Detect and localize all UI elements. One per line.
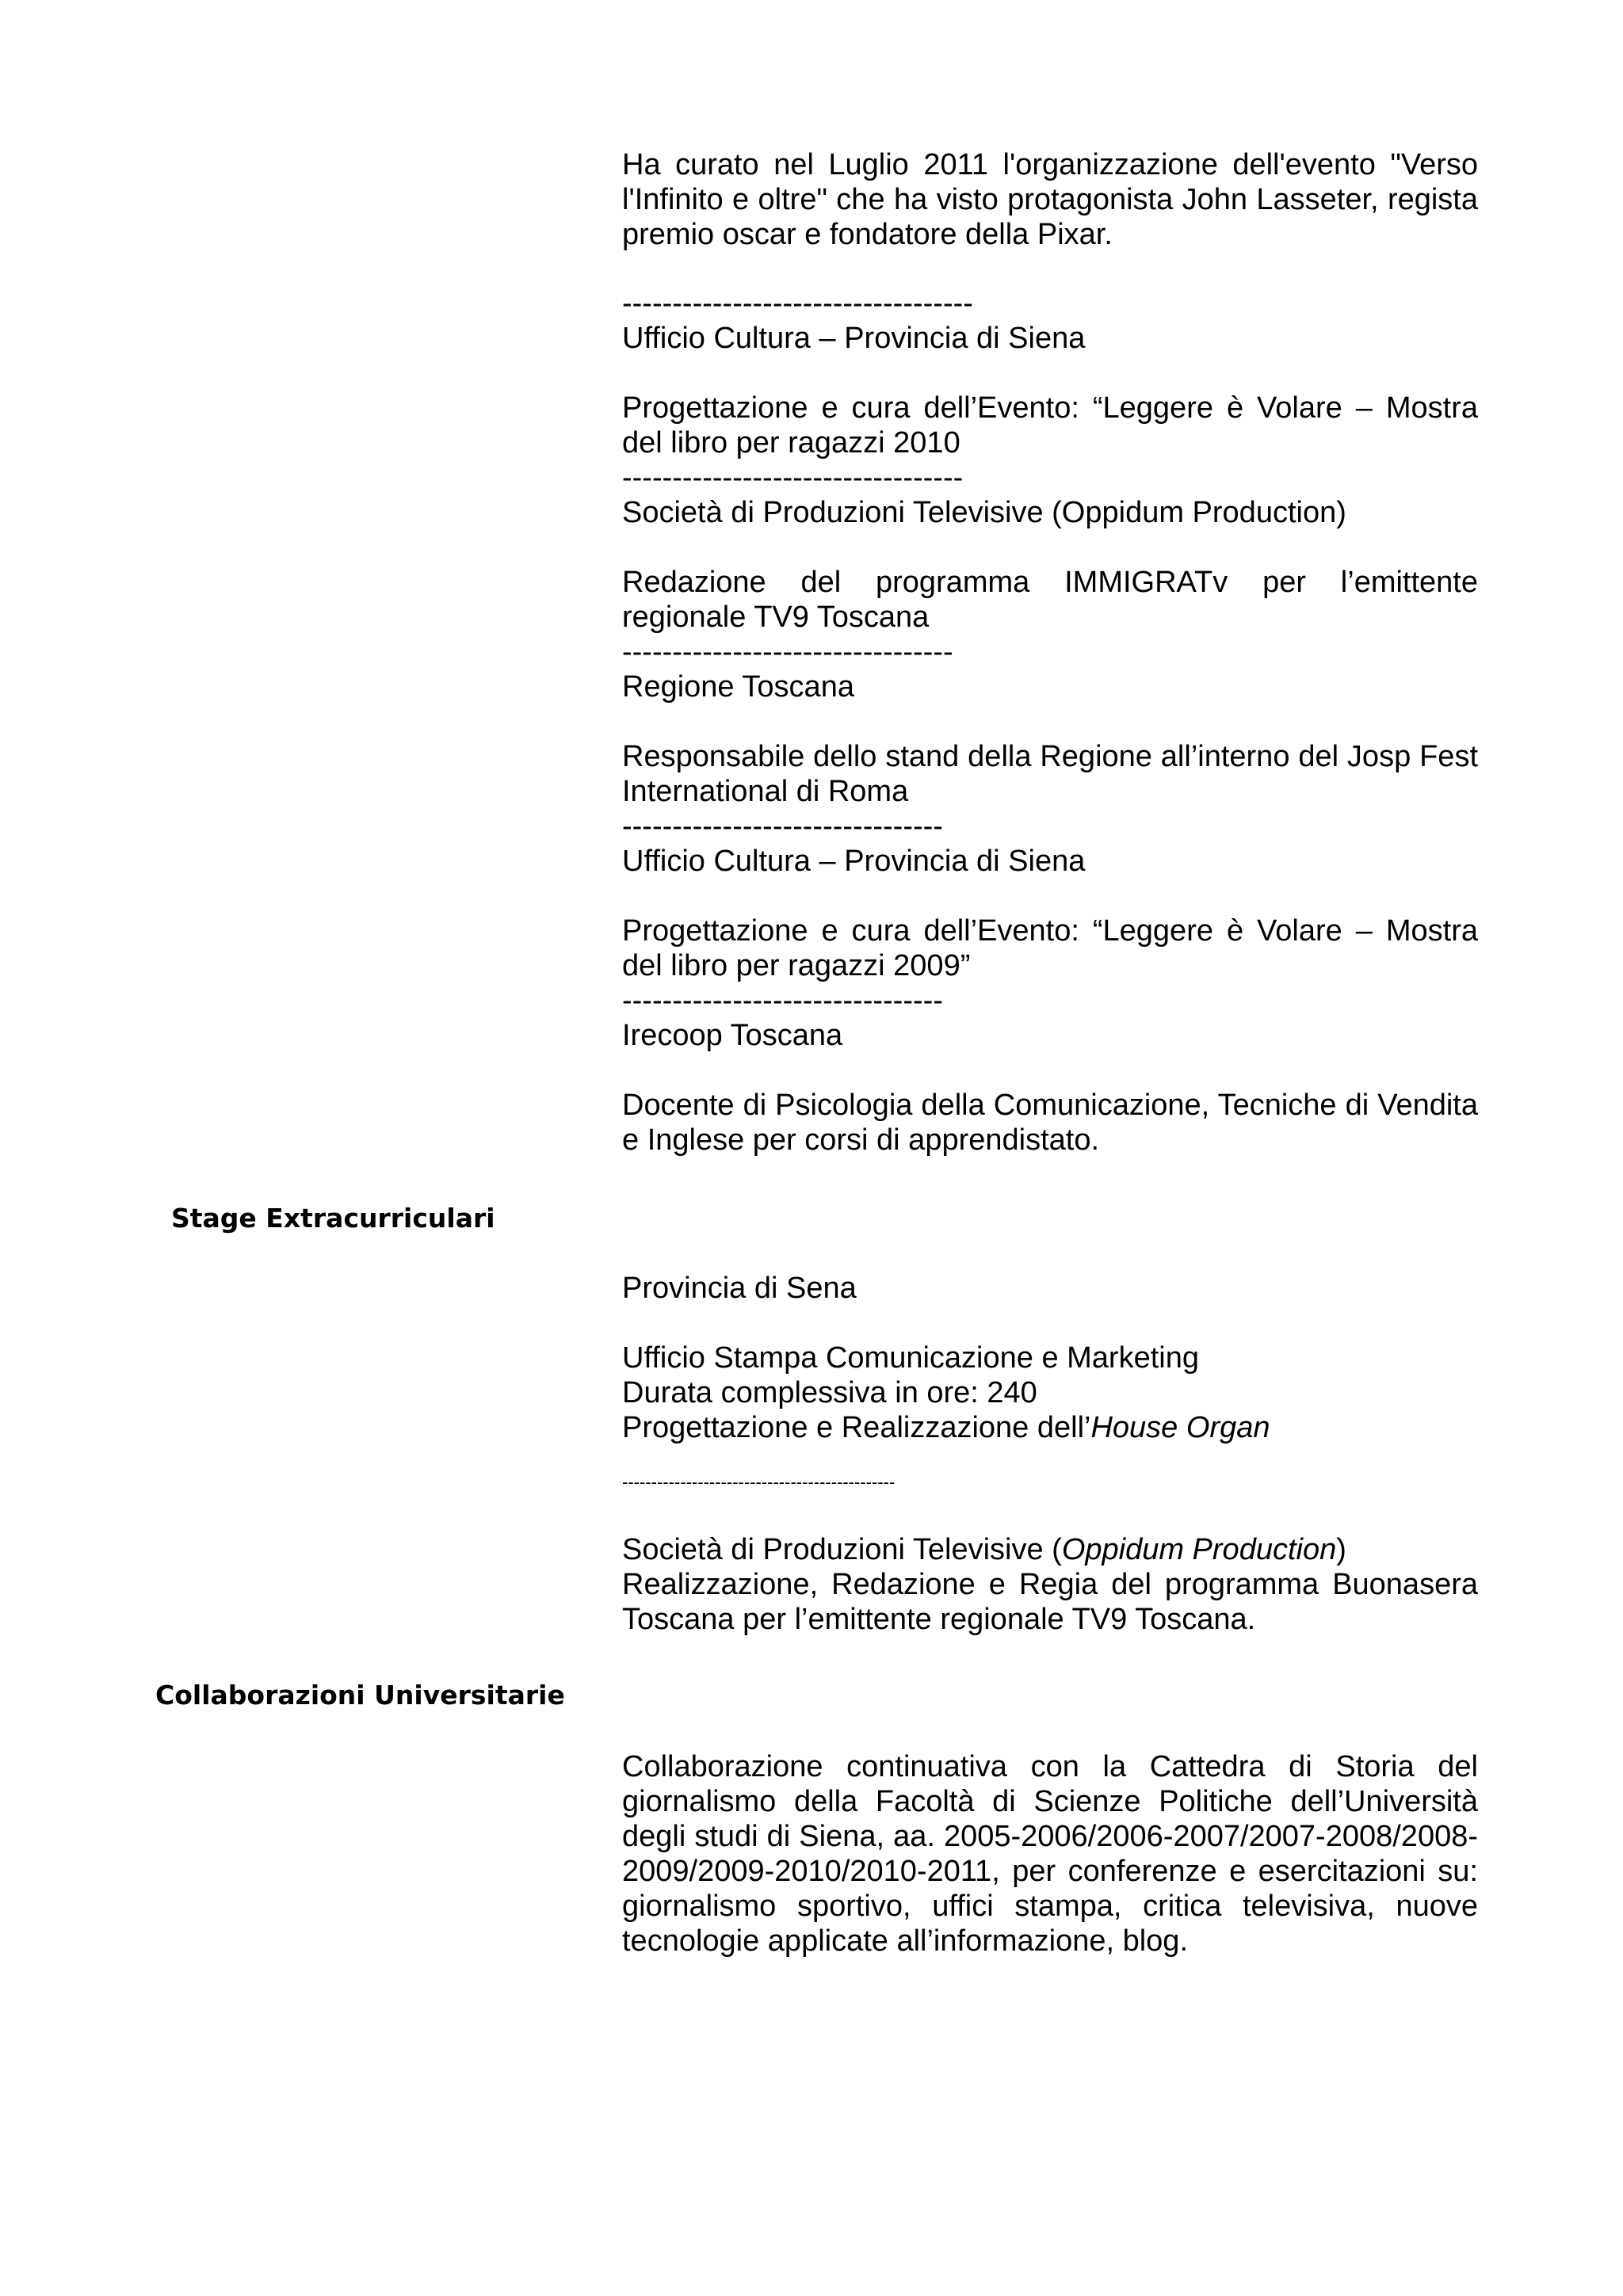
- collaboration-description: Collaborazione continuativa con la Cattedra di Storia del giornalismo della Facoltà di Scienze Politiche dell’Università degli studi di Siena, aa. 2005-2006/2006-2007/2007-2008/2008-2009/2009-2010/2010-2011, per conferenze e esercitazioni su: giornalismo sportivo, uffici stampa, critica televisiva, nuove tecnologie applicate all’informazione, blog.: [622, 1750, 1478, 1958]
- separator: ---------------------------------: [622, 635, 953, 669]
- lasseter-paragraph: Ha curato nel Luglio 2011 l'organizzazione dell'evento "Verso l'Infinito e oltre" che ha visto protagonista John Lasseter, regista premio oscar e fondatore della Pixar.: [622, 148, 1478, 251]
- organization-name: Società di Produzioni Televisive (Oppidum Production): [622, 496, 1346, 529]
- section-heading-stage: Stage Extracurriculari: [171, 1203, 495, 1234]
- experience-description: Redazione del programma IMMIGRATv per l’emittente regionale TV9 Toscana: [622, 566, 1478, 634]
- organization-name: Regione Toscana: [622, 670, 854, 704]
- separator: --------------------------------: [622, 810, 943, 843]
- separator: -----------------------------------: [622, 287, 973, 320]
- section-heading-collaborations: Collaborazioni Universitarie: [155, 1680, 565, 1711]
- organization-name: Ufficio Cultura – Provincia di Siena: [622, 845, 1086, 878]
- organization-name: Provincia di Sena: [622, 1272, 857, 1305]
- organization-name: Irecoop Toscana: [622, 1019, 843, 1052]
- separator: ----------------------------------: [622, 461, 964, 494]
- experience-description: Progettazione e cura dell’Evento: “Leggere è Volare – Mostra del libro per ragazzi 2009”: [622, 914, 1478, 982]
- experience-description: Realizzazione, Redazione e Regia del programma Buonasera Toscana per l’emittente regionale TV9 Toscana.: [622, 1568, 1478, 1636]
- separator: --------------------------------: [622, 984, 943, 1017]
- experience-description: Progettazione e cura dell’Evento: “Leggere è Volare – Mostra del libro per ragazzi 2010: [622, 391, 1478, 460]
- experience-description: Responsabile dello stand della Regione all’interno del Josp Fest International di Roma: [622, 740, 1478, 808]
- experience-description: Docente di Psicologia della Comunicazione, Tecniche di Vendita e Inglese per corsi di apprendistato.: [622, 1089, 1478, 1157]
- organization-name: Società di Produzioni Televisive (Oppidum Production): [622, 1533, 1346, 1566]
- organization-name: Ufficio Cultura – Provincia di Siena: [622, 322, 1086, 355]
- stage-details: Ufficio Stampa Comunicazione e Marketing Durata complessiva in ore: 240 Progettazione e Realizzazione dell’House Organ: [622, 1341, 1270, 1444]
- separator: -----------------------------------------------: [622, 1472, 896, 1492]
